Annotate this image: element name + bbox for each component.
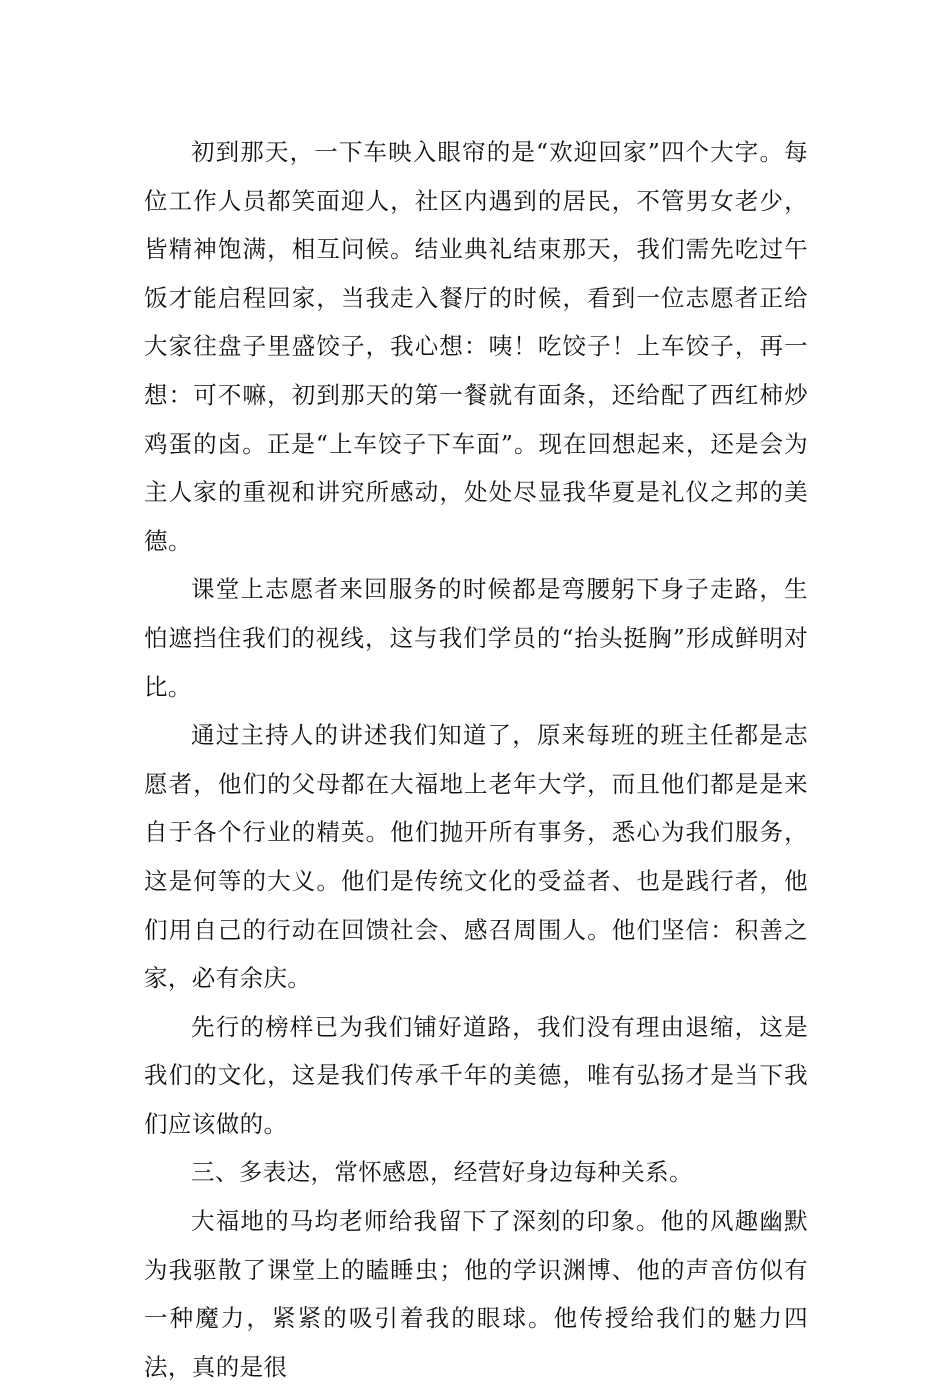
paragraph-arrival: 初到那天，一下车映入眼帘的是“欢迎回家”四个大字。每位工作人员都笑面迎人，社区内遇到的居民，不管男女老少，皆精神饱满，相互问候。结业典礼结束那天，我们需先吃过午饭才能启程回家，当我走入餐厅的时候，看到一位志愿者正给大家往盘子里盛饺子，我心想：咦！吃饺子！上车饺子，再一想：可不嘛，初到那天的第一餐就有面条，还给配了西红柿炒鸡蛋的卤。正是“上车饺子下车面”。现在回想起来，还是会为主人家的重视和讲究所感动，处处尽显我华夏是礼仪之邦的美德。 bbox=[144, 138, 808, 555]
document-body bbox=[144, 128, 808, 1391]
paragraph-class-teachers: 通过主持人的讲述我们知道了，原来每班的班主任都是志愿者，他们的父母都在大福地上老年大学，而且他们都是是来自于各个行业的精英。他们抛开所有事务，悉心为我们服务，这是何等的大义。他们是传统文化的受益者、也是践行者，他们用自己的行动在回馈社会、感召周围人。他们坚信：积善之家，必有余庆。 bbox=[144, 721, 808, 993]
paragraph-volunteers-service: 课堂上志愿者来回服务的时候都是弯腰躬下身子走路，生怕遮挡住我们的视线，这与我们学员的“抬头挺胸”形成鲜明对比。 bbox=[144, 575, 808, 701]
section-heading-three: 三、多表达，常怀感恩，经营好身边每种关系。 bbox=[191, 1158, 693, 1187]
paragraph-role-models: 先行的榜样已为我们铺好道路，我们没有理由退缩，这是我们的文化，这是我们传承千年的美德，唯有弘扬才是当下我们应该做的。 bbox=[144, 1012, 808, 1138]
paragraph-teacher-majun: 大福地的马均老师给我留下了深刻的印象。他的风趣幽默为我驱散了课堂上的瞌睡虫；他的学识渊博、他的声音仿似有一种魔力，紧紧的吸引着我的眼球。他传授给我们的魅力四法，真的是很 bbox=[144, 1207, 808, 1381]
